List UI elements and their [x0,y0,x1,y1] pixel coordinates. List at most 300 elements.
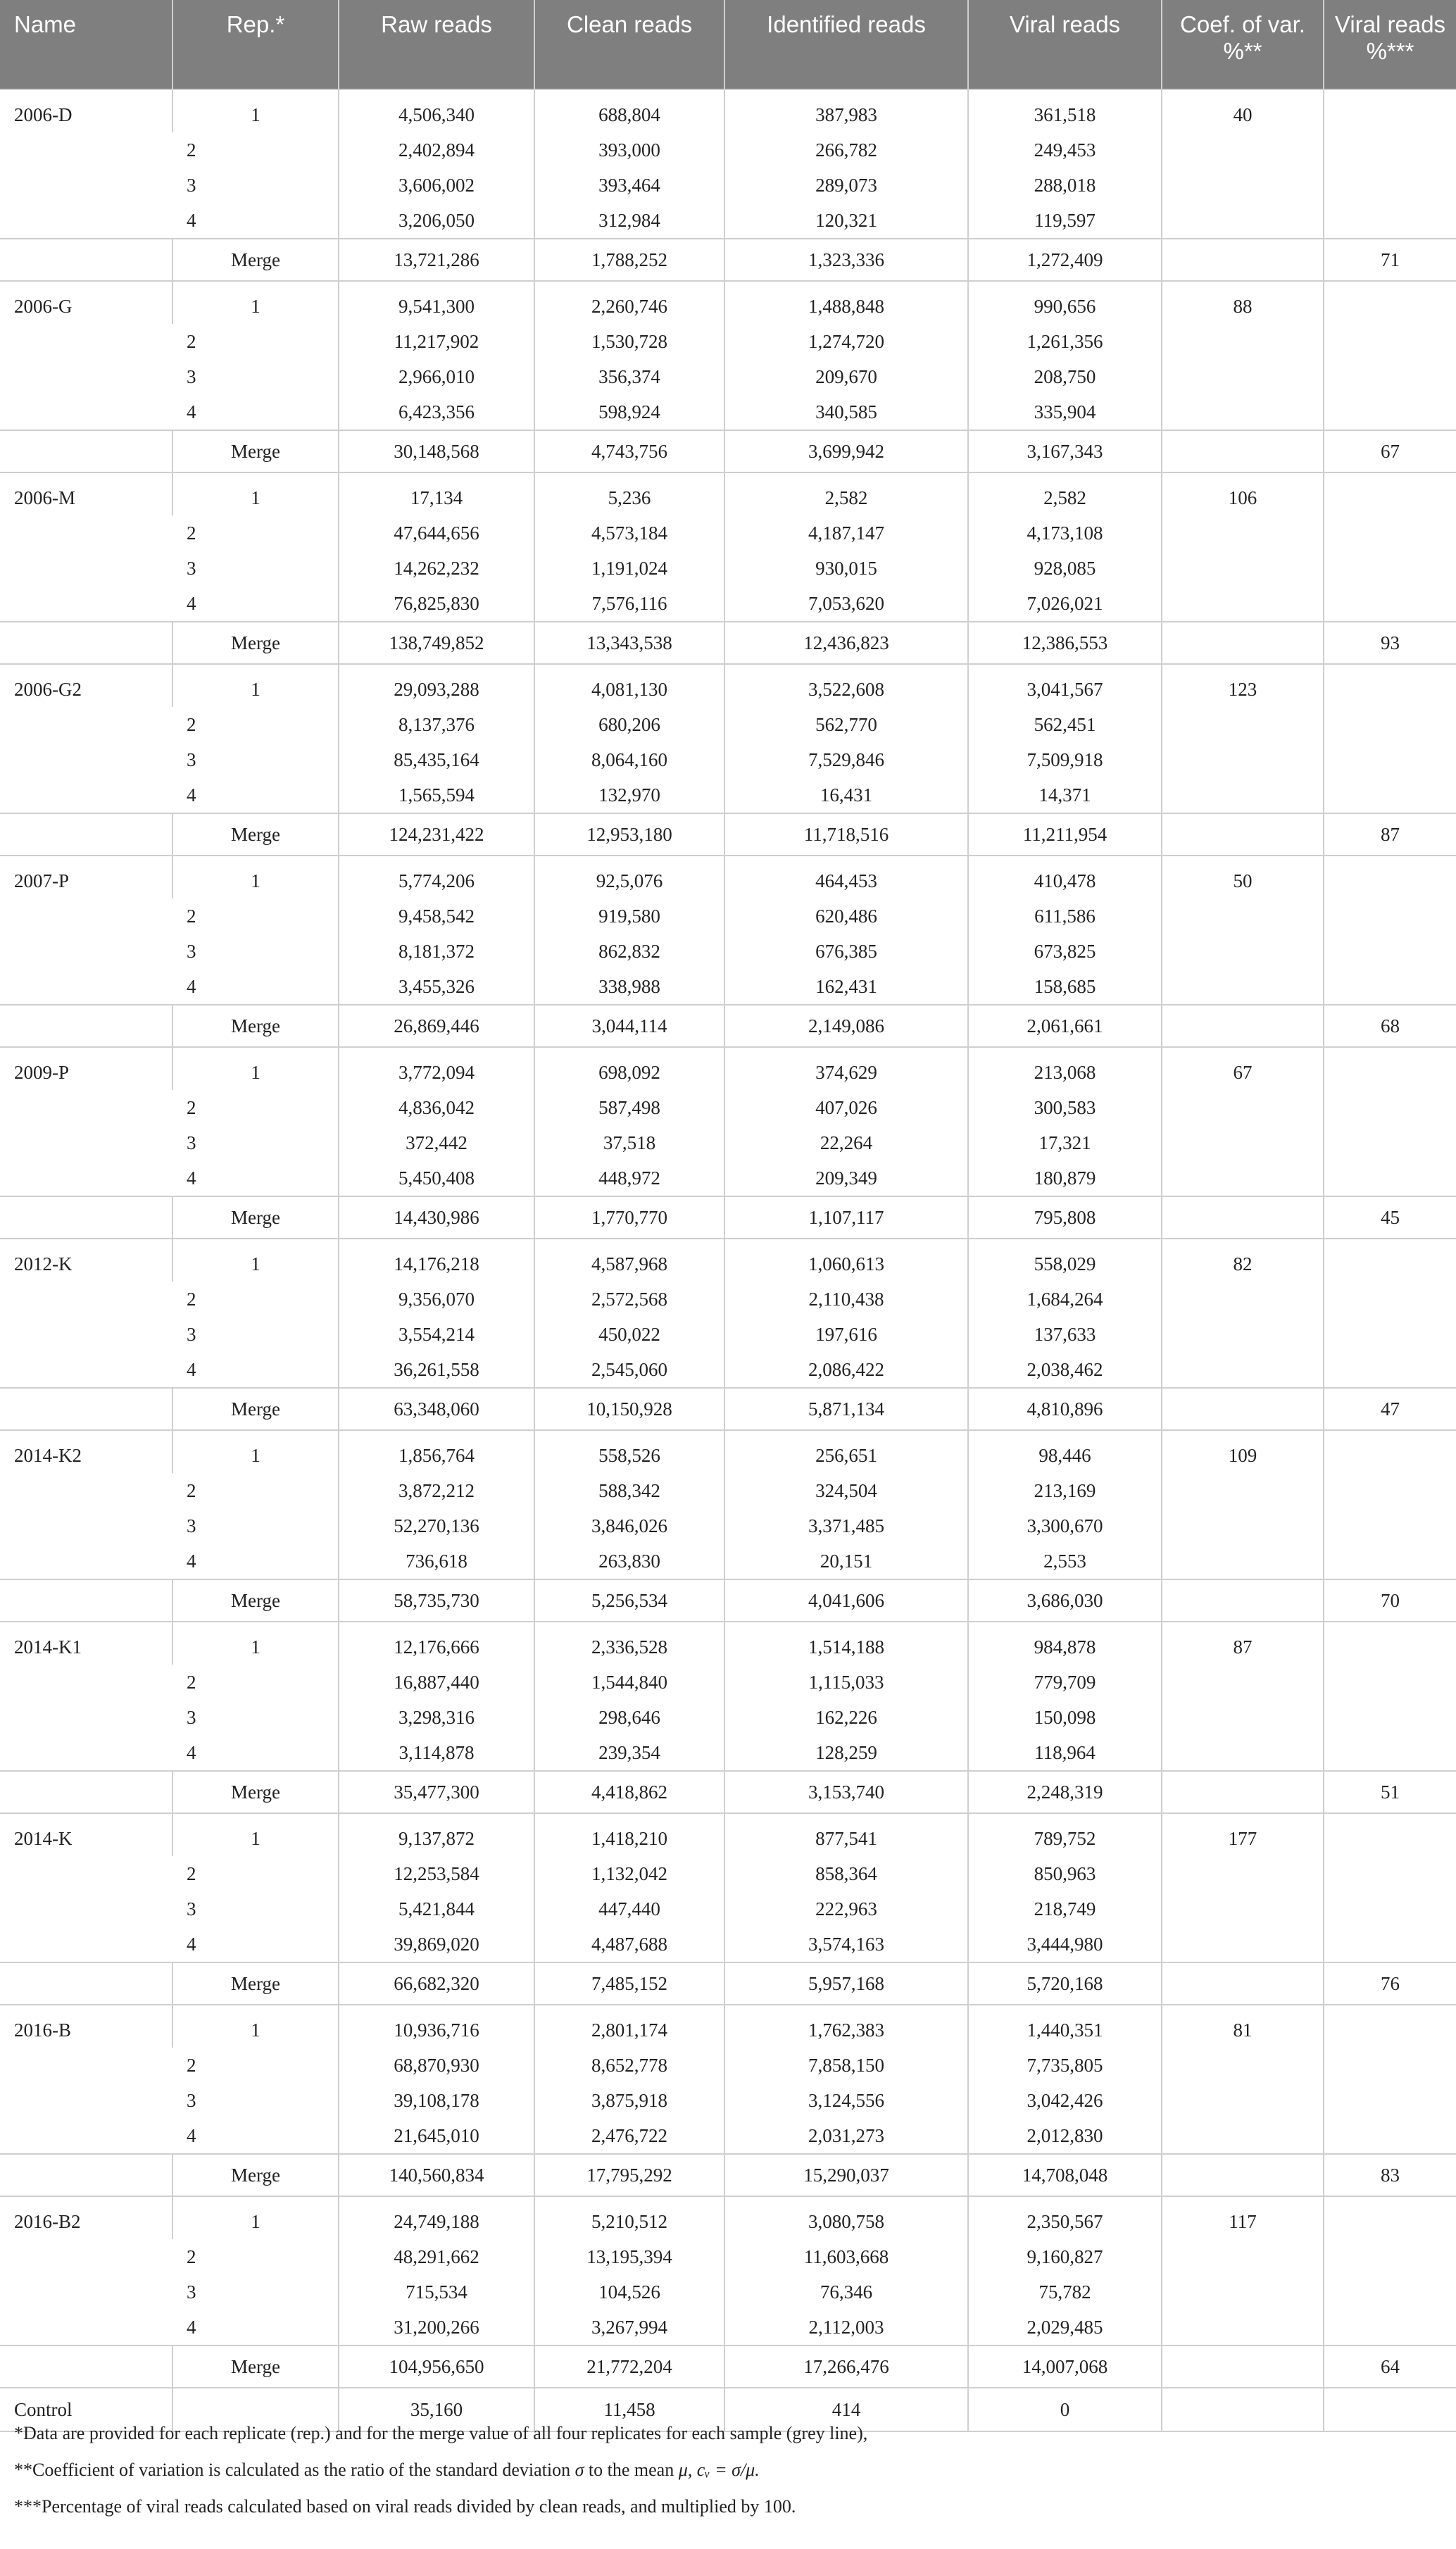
table-cell: 1 [172,1813,339,1856]
table-cell: 12,253,584 [339,1856,534,1891]
table-cell: 680,206 [534,707,724,742]
viral-percent-cell [1324,2005,1456,2154]
table-cell: 2 [187,1863,196,1884]
table-cell: 356,374 [534,359,724,394]
table-cell: 2,801,174 [534,2005,724,2048]
sample-group [0,1813,1456,2005]
table-cell: 447,440 [534,1891,724,1927]
table-cell: 850,963 [968,1856,1162,1891]
table-cell: 162,226 [724,1700,968,1735]
table-cell: 338,988 [534,969,724,1005]
table-cell: 14,007,068 [968,2346,1162,2388]
merge-label: Merge [172,1005,339,1047]
sample-name: 2006-G2 [14,679,82,700]
table-cell: 3 [187,941,196,962]
table-cell: 288,018 [968,168,1162,203]
table-cell: 2 [187,1672,196,1693]
table-cell: 5,871,134 [724,1388,968,1430]
table-cell: 14,430,986 [339,1196,534,1239]
table-cell: 4,418,862 [534,1771,724,1813]
table-cell: 17,795,292 [534,2154,724,2196]
table-cell [0,1005,172,1047]
sample-group [0,281,1456,472]
table-cell [0,1196,172,1239]
table-cell: 9,137,872 [339,1813,534,1856]
table-cell: 3,846,026 [534,1508,724,1543]
replicate-row [0,1622,1456,1665]
table-cell: 1,261,356 [968,324,1162,359]
coef-var-cell [1162,430,1324,472]
table-cell [0,1388,172,1430]
table-cell: 3,455,326 [339,969,534,1005]
sample-name: 2009-P [14,1062,70,1083]
table-cell: 2 [187,522,196,544]
table-cell: 450,022 [534,1317,724,1352]
table-cell: 862,832 [534,934,724,969]
table-cell: 3 [187,2281,196,2303]
sample-name: 2016-B [14,2019,71,2041]
table-cell: 1 [172,89,339,132]
table-cell: 2,110,438 [724,1282,968,1317]
replicate-row [0,2005,1456,2048]
column-header: Coef. of var. %** [1162,0,1324,89]
table-cell: 9,541,300 [339,281,534,324]
table-cell: 3,044,114 [534,1005,724,1047]
table-cell: 14,708,048 [968,2154,1162,2196]
table-cell: 13,343,538 [534,622,724,664]
merge-row [0,1579,1456,1622]
table-cell: 7,529,846 [724,742,968,777]
table-cell: 562,451 [968,707,1162,742]
table-cell: 2,582 [724,472,968,515]
replicate-row [0,2196,1456,2239]
replicate-row [0,1430,1456,1473]
table-cell [0,1962,172,2005]
mu-symbol: μ [678,2460,688,2480]
table-cell: 3 [187,175,196,196]
table-cell: 4 [187,2317,196,2338]
table-cell: 150,098 [968,1700,1162,1735]
merge-row [0,1962,1456,2005]
table-cell: 4 [187,1551,196,1572]
viral-percent-cell [1324,89,1456,239]
coef-var-cell: 67 [1162,1047,1324,1196]
merge-label: Merge [172,1388,339,1430]
table-cell: 1,788,252 [534,239,724,281]
table-cell: 393,464 [534,168,724,203]
table-cell: 87 [1324,813,1456,856]
table-cell: 3,444,980 [968,1927,1162,1962]
table-cell: 298,646 [534,1700,724,1735]
table-cell: 263,830 [534,1543,724,1579]
sigma-symbol: σ [575,2460,584,2480]
table-cell: 1,440,351 [968,2005,1162,2048]
table-cell: 11,211,954 [968,813,1162,856]
coef-var-cell: 109 [1162,1430,1324,1579]
table-cell: 52,270,136 [339,1508,534,1543]
merge-label: Merge [172,1771,339,1813]
table-cell: 2,545,060 [534,1352,724,1388]
table-cell: 289,073 [724,168,968,203]
table-cell: 324,504 [724,1473,968,1508]
table-cell: 3,300,670 [968,1508,1162,1543]
merge-label: Merge [172,1579,339,1622]
sample-group [0,2005,1456,2196]
table-cell: 4 [187,593,196,614]
table-cell: 2,553 [968,1543,1162,1579]
viral-percent-cell [1324,281,1456,430]
sample-name: 2016-B2 [14,2211,81,2232]
table-cell: 35,477,300 [339,1771,534,1813]
table-cell: 2 [187,1480,196,1501]
table-cell: 1,544,840 [534,1665,724,1700]
table-cell: 1 [172,472,339,515]
coef-var-cell [1162,239,1324,281]
table-cell: 300,583 [968,1090,1162,1125]
viral-percent-cell [1324,1239,1456,1388]
table-cell: 9,356,070 [339,1282,534,1317]
sample-name: 2006-M [14,487,75,508]
table-cell: 1,107,117 [724,1196,968,1239]
table-cell: 21,645,010 [339,2118,534,2154]
sample-group [0,89,1456,281]
table-cell: 984,878 [968,1622,1162,1665]
cv-formula: , cᵥ = σ/μ. [687,2460,760,2480]
table-cell: 2,031,273 [724,2118,968,2154]
sample-name: 2012-K [14,1253,73,1274]
table-cell [0,622,172,664]
replicate-row [0,664,1456,707]
table-cell: 256,651 [724,1430,968,1473]
coef-var-cell [1162,2154,1324,2196]
table-cell: 16,887,440 [339,1665,534,1700]
table-cell: 239,354 [534,1735,724,1771]
table-cell: 688,804 [534,89,724,132]
table-cell: 715,534 [339,2274,534,2310]
coef-var-cell: 123 [1162,664,1324,813]
replicate-row [0,856,1456,898]
table-cell: 118,964 [968,1735,1162,1771]
table-cell: 4,187,147 [724,515,968,551]
table-cell: 3,298,316 [339,1700,534,1735]
merge-label: Merge [172,1962,339,2005]
table-cell: 5,236 [534,472,724,515]
table-cell: 2 [187,1289,196,1310]
table-cell: 208,750 [968,359,1162,394]
table-cell: 8,137,376 [339,707,534,742]
sample-group [0,856,1456,1047]
table-cell: 2,572,568 [534,1282,724,1317]
footnote-viral-percent: ***Percentage of viral reads calculated based on viral reads divided by clean reads, and multiplied by 100. [14,2496,796,2517]
table-cell: 140,560,834 [339,2154,534,2196]
table-cell: 3,772,094 [339,1047,534,1090]
coef-var-cell [1162,1579,1324,1622]
table-cell: 673,825 [968,934,1162,969]
column-header: Viral reads [968,0,1162,89]
table-cell: 7,509,918 [968,742,1162,777]
table-cell: 698,092 [534,1047,724,1090]
table-cell: 1,565,594 [339,777,534,813]
footnotes [14,2419,1443,2529]
table-cell: 209,670 [724,359,968,394]
table-cell: 928,085 [968,551,1162,586]
column-header: Rep.* [172,0,339,89]
coef-var-cell: 87 [1162,1622,1324,1771]
table-cell: 2,966,010 [339,359,534,394]
table-cell: 3 [187,1515,196,1536]
table-cell: 71 [1324,239,1456,281]
table-cell: 17,266,476 [724,2346,968,2388]
table-cell: 249,453 [968,132,1162,168]
coef-var-cell [1162,1388,1324,1430]
table-cell: 2 [187,906,196,927]
table-cell: 266,782 [724,132,968,168]
sample-group [0,2196,1456,2388]
table-cell: 676,385 [724,934,968,969]
table-cell: 3 [187,366,196,387]
table-cell: 5,421,844 [339,1891,534,1927]
table-cell: 7,026,021 [968,586,1162,622]
sample-name: 2014-K2 [14,1445,82,1466]
footnote-coef-text: **Coefficient of variation is calculated as the ratio of the standard deviation [14,2460,571,2480]
table-cell: 5,450,408 [339,1160,534,1196]
table-cell: 48,291,662 [339,2239,534,2274]
table-cell: 414 [724,2388,968,2431]
table-cell: 4,173,108 [968,515,1162,551]
coef-var-cell: 50 [1162,856,1324,1005]
coef-var-cell: 81 [1162,2005,1324,2154]
table-cell: 11,458 [534,2388,724,2431]
table-cell: 7,735,805 [968,2048,1162,2083]
table-cell: 1,272,409 [968,239,1162,281]
coef-var-cell [1162,1771,1324,1813]
table-cell: 8,181,372 [339,934,534,969]
table-cell: 3 [187,1132,196,1153]
table-cell: 85,435,164 [339,742,534,777]
merge-label: Merge [172,2346,339,2388]
merge-row [0,239,1456,281]
table-cell: 3 [187,1324,196,1345]
table-cell: 92,5,076 [534,856,724,898]
merge-row [0,2154,1456,2196]
table-cell: 7,576,116 [534,586,724,622]
table-cell: 558,526 [534,1430,724,1473]
table-cell: 9,160,827 [968,2239,1162,2274]
table-cell: 70 [1324,1579,1456,1622]
table-cell: 3,522,608 [724,664,968,707]
table-cell: 2,476,722 [534,2118,724,2154]
table-cell: 17,134 [339,472,534,515]
table-cell: 3,699,942 [724,430,968,472]
table-cell: 13,195,394 [534,2239,724,2274]
table-cell: 98,446 [968,1430,1162,1473]
table-cell: 407,026 [724,1090,968,1125]
table-cell: 83 [1324,2154,1456,2196]
table-cell: 36,261,558 [339,1352,534,1388]
table-cell: 162,431 [724,969,968,1005]
table-cell: 68,870,930 [339,2048,534,2083]
table-cell: 8,652,778 [534,2048,724,2083]
table-cell: 3,554,214 [339,1317,534,1352]
column-header: Name [0,0,172,89]
table-cell: 4,081,130 [534,664,724,707]
table-cell: 218,749 [968,1891,1162,1927]
table-cell [0,1771,172,1813]
table-cell: 1,191,024 [534,551,724,586]
replicate-row [0,89,1456,132]
table-cell: 1 [172,1430,339,1473]
table-cell: 104,956,650 [339,2346,534,2388]
replicate-row [0,472,1456,515]
table-cell: 990,656 [968,281,1162,324]
table-cell [0,2346,172,2388]
table-cell: 2,402,894 [339,132,534,168]
table-cell: 3 [187,558,196,579]
table-cell: 31,200,266 [339,2310,534,2346]
coef-var-cell [1162,1196,1324,1239]
table-cell: 372,442 [339,1125,534,1160]
sample-name: 2006-D [14,104,73,125]
sample-name: 2014-K [14,1828,73,1849]
replicate-row [0,1239,1456,1282]
table-cell: 213,169 [968,1473,1162,1508]
table-cell: 10,150,928 [534,1388,724,1430]
table-cell: 15,290,037 [724,2154,968,2196]
table-cell: 3,114,878 [339,1735,534,1771]
table-cell: 2,029,485 [968,2310,1162,2346]
table-cell: 1 [172,1239,339,1282]
table-cell: 4,743,756 [534,430,724,472]
table-cell: 14,262,232 [339,551,534,586]
table-cell: 3,267,994 [534,2310,724,2346]
table-cell: 1,115,033 [724,1665,968,1700]
table-cell: 3,872,212 [339,1473,534,1508]
table-cell: 2,582 [968,472,1162,515]
sample-name: 2006-G [14,296,73,317]
table-cell: 858,364 [724,1856,968,1891]
sample-group [0,1622,1456,1813]
table-cell: 2 [187,331,196,352]
table-cell: 3 [187,749,196,770]
table-cell: 137,633 [968,1317,1162,1352]
table-cell: 119,597 [968,203,1162,239]
table-cell: 598,924 [534,394,724,430]
replicate-row [0,1047,1456,1090]
table-cell: 5,256,534 [534,1579,724,1622]
coef-var-cell [1162,1962,1324,2005]
table-cell: 919,580 [534,898,724,934]
table-cell: 3,574,163 [724,1927,968,1962]
footnote-replicates: *Data are provided for each replicate (rep.) and for the merge value of all four replicates for each sample (grey line), [14,2423,868,2443]
table-cell: 76,346 [724,2274,968,2310]
table-cell: 3,686,030 [968,1579,1162,1622]
table-cell: 7,858,150 [724,2048,968,2083]
sample-name: 2007-P [14,870,70,891]
table-cell: 29,093,288 [339,664,534,707]
viral-percent-cell [1324,2196,1456,2346]
merge-row [0,622,1456,664]
coef-var-cell: 40 [1162,89,1324,239]
table-cell: 2,061,661 [968,1005,1162,1047]
table-cell: 5,720,168 [968,1962,1162,2005]
table-header [0,0,1456,89]
table-cell: 1,132,042 [534,1856,724,1891]
table-cell: 3 [187,1898,196,1919]
table-cell: 14,176,218 [339,1239,534,1282]
table-cell: 611,586 [968,898,1162,934]
merge-label: Merge [172,1196,339,1239]
table-cell: 1,514,188 [724,1622,968,1665]
table-cell: 222,963 [724,1891,968,1927]
table-cell: 736,618 [339,1543,534,1579]
table-cell: 1,488,848 [724,281,968,324]
table-cell: 620,486 [724,898,968,934]
merge-label: Merge [172,622,339,664]
table-cell: 13,721,286 [339,239,534,281]
table-cell: 1,762,383 [724,2005,968,2048]
table-cell: 1 [172,281,339,324]
table-cell: 587,498 [534,1090,724,1125]
viral-percent-cell [1324,1047,1456,1196]
table-cell: 588,342 [534,1473,724,1508]
table-cell: 1,856,764 [339,1430,534,1473]
table-cell: 3,041,567 [968,664,1162,707]
table-cell: 76 [1324,1962,1456,2005]
table-cell: 1,418,210 [534,1813,724,1856]
table-cell: 209,349 [724,1160,968,1196]
table-cell: 2,350,567 [968,2196,1162,2239]
table-cell: 4 [187,1934,196,1955]
coef-var-cell [1162,2346,1324,2388]
table-cell: 11,603,668 [724,2239,968,2274]
merge-row [0,1388,1456,1430]
table-cell: 66,682,320 [339,1962,534,2005]
table-cell: 2 [187,2246,196,2267]
replicate-row [0,1813,1456,1856]
table-cell: 464,453 [724,856,968,898]
table-cell: 63,348,060 [339,1388,534,1430]
table-cell: 22,264 [724,1125,968,1160]
merge-label: Merge [172,2154,339,2196]
table-cell: 68 [1324,1005,1456,1047]
merge-label: Merge [172,430,339,472]
column-header: Viral reads %*** [1324,0,1456,89]
table-cell: 76,825,830 [339,586,534,622]
table-cell: 1 [172,856,339,898]
sample-group [0,664,1456,856]
sample-group [0,1430,1456,1622]
table-cell: 789,752 [968,1813,1162,1856]
table-cell: 14,371 [968,777,1162,813]
coef-var-cell [1162,1005,1324,1047]
table-cell: 158,685 [968,969,1162,1005]
table-cell: 1,684,264 [968,1282,1162,1317]
sample-group [0,1239,1456,1430]
table-cell: 312,984 [534,203,724,239]
table-cell: 4 [187,1359,196,1380]
table-cell [0,430,172,472]
table-cell: 340,585 [724,394,968,430]
table-cell: 4 [187,976,196,997]
table-cell: 4,506,340 [339,89,534,132]
viral-percent-cell [1324,472,1456,622]
table-cell: 1 [172,1047,339,1090]
table-cell: 2,149,086 [724,1005,968,1047]
merge-row [0,2346,1456,2388]
table-cell: 21,772,204 [534,2346,724,2388]
table-cell: 4 [187,1167,196,1189]
table-cell [0,1579,172,1622]
